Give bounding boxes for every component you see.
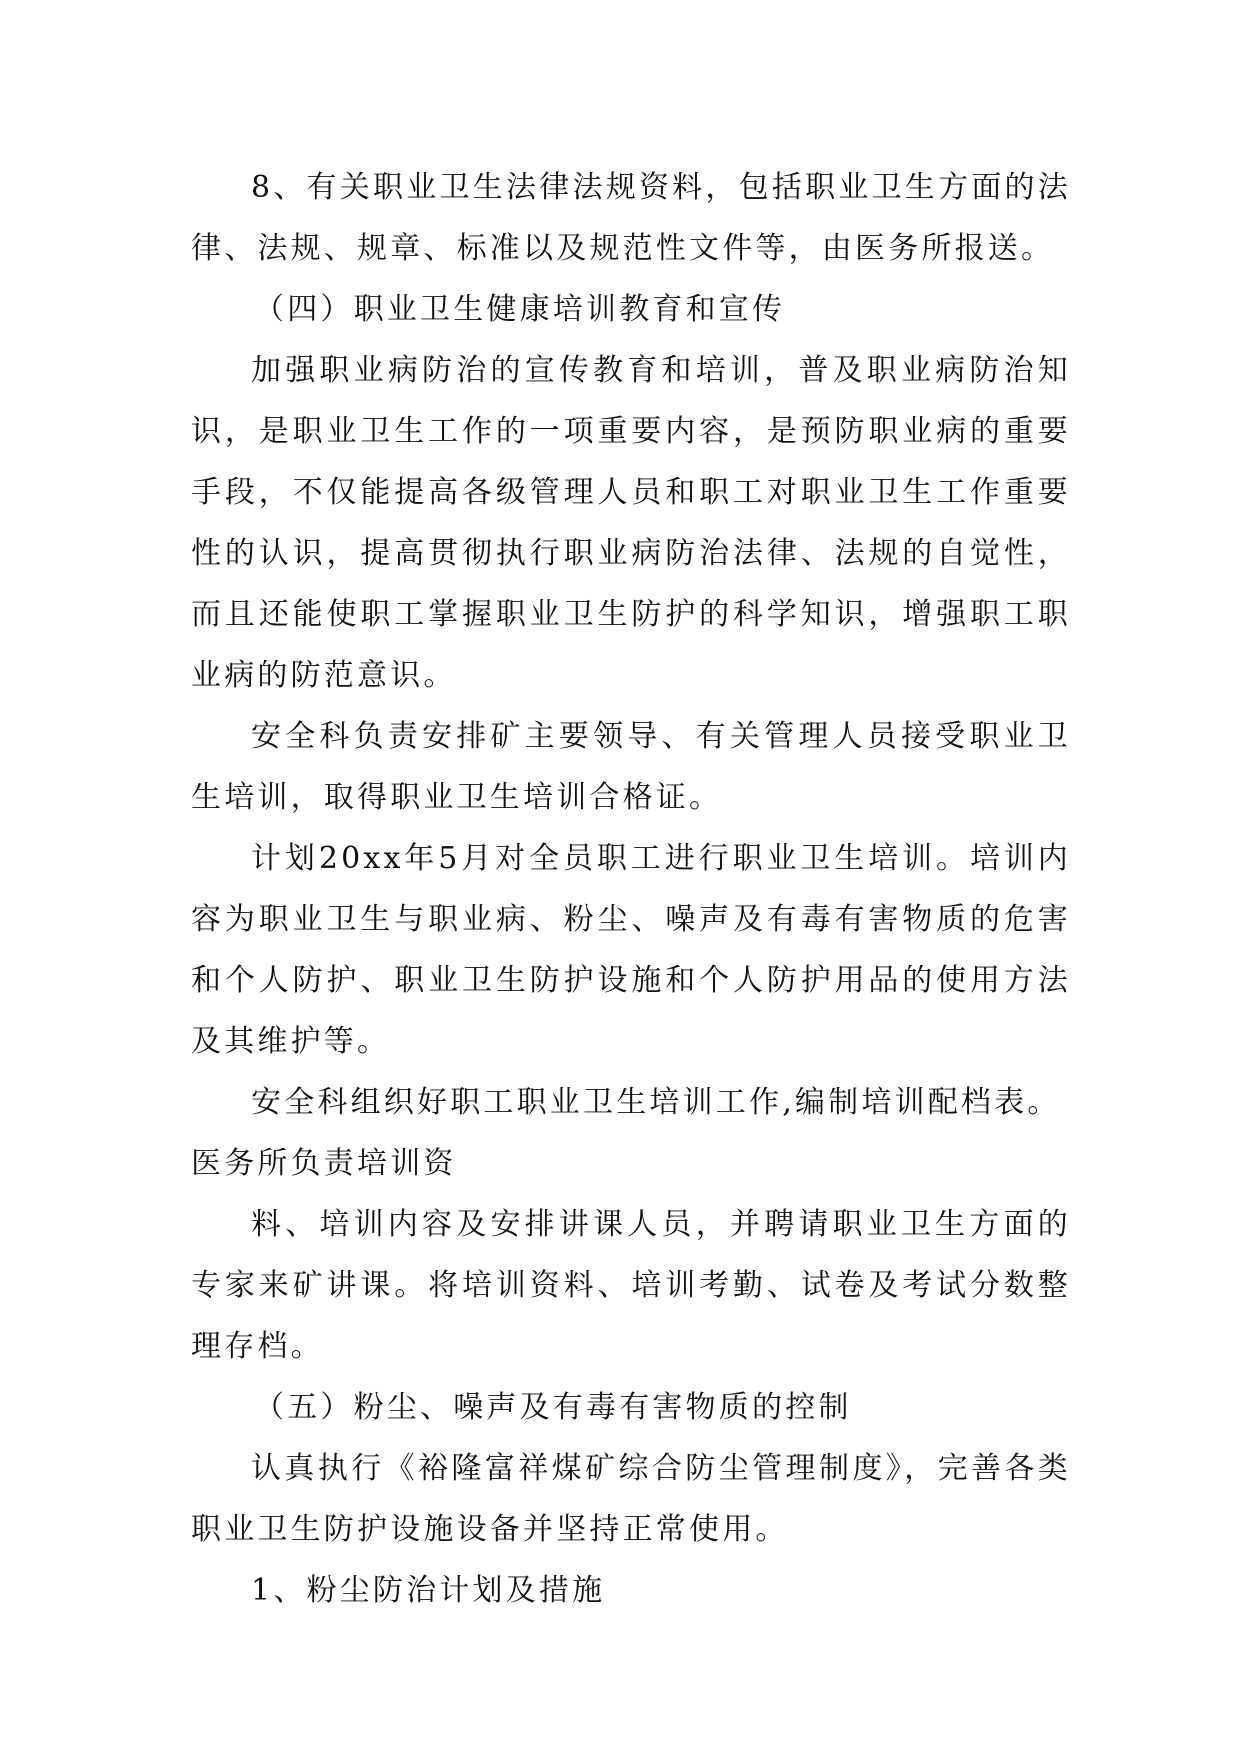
paragraph-training-plan: 计划20xx年5月对全员职工进行职业卫生培训。培训内容为职业卫生与职业病、粉尘、噪声及有毒有害物质的危害和个人防护、职业卫生防护设施和个人防护用品的使用方法及其维护等。 <box>191 841 1071 1059</box>
paragraph-training-materials: 料、培训内容及安排讲课人员，并聘请职业卫生方面的专家来矿讲课。将培训资料、培训考勤、试卷及考试分数整理存档。 <box>191 1207 1071 1364</box>
paragraph-training-importance: 加强职业病防治的宣传教育和培训，普及职业病防治知识，是职业卫生工作的一项重要内容，是预防职业病的重要手段，不仅能提高各级管理人员和职工对职业卫生工作重要性的认识，提高贯彻执行职业病防治法律、法规的自觉性，而且还能使职工掌握职业卫生防护的科学知识，增强职工职业病的防范意识。 <box>191 353 1071 693</box>
section-heading-training: （四）职业卫生健康培训教育和宣传 <box>254 292 786 327</box>
paragraph-medical-office: 医务所负责培训资 <box>191 1146 457 1181</box>
paragraph-training-organization: 安全科组织好职工职业卫生培训工作,编制培训配档表。 <box>251 1085 1061 1120</box>
paragraph-safety-dept-training: 安全科负责安排矿主要领导、有关管理人员接受职业卫生培训，取得职业卫生培训合格证。 <box>191 719 1071 815</box>
subheading-dust-plan: 1、粉尘防治计划及措施 <box>251 1573 606 1608</box>
section-heading-hazard-control: （五）粉尘、噪声及有毒有害物质的控制 <box>254 1390 852 1425</box>
paragraph-dust-management: 认真执行《裕隆富祥煤矿综合防尘管理制度》，完善各类职业卫生防护设施设备并坚持正常使用。 <box>191 1451 1071 1547</box>
document-body <box>191 157 1071 1621</box>
paragraph-legal-materials: 8、有关职业卫生法律法规资料，包括职业卫生方面的法律、法规、规章、标准以及规范性文件等，由医务所报送。 <box>191 170 1071 266</box>
